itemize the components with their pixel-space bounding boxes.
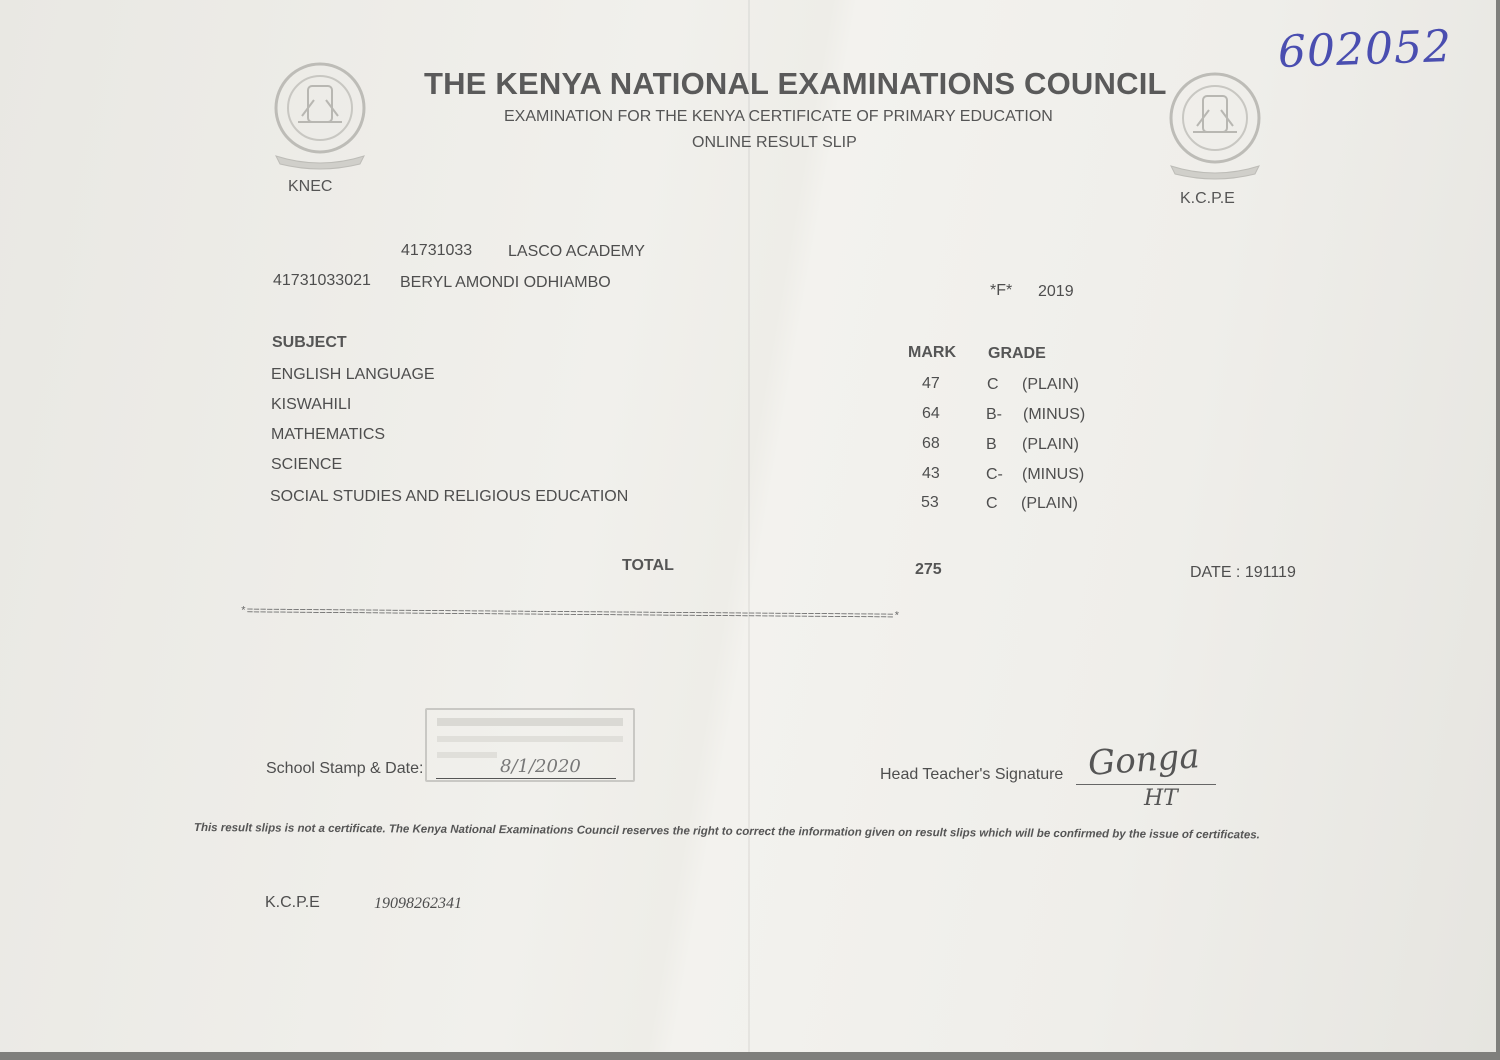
handwritten-reference: 602052 bbox=[1277, 20, 1453, 79]
subject-name: SOCIAL STUDIES AND RELIGIOUS EDUCATION bbox=[270, 488, 629, 505]
subject-grade: B bbox=[986, 436, 997, 453]
slip-type: ONLINE RESULT SLIP bbox=[692, 134, 857, 151]
stamp-date-line bbox=[436, 778, 616, 779]
subject-mark: 68 bbox=[922, 435, 940, 452]
school-code: 41731033 bbox=[401, 242, 473, 259]
kcpe-footer-label: K.C.P.E bbox=[265, 894, 320, 911]
grade-column-header: GRADE bbox=[988, 345, 1046, 362]
subject-grade: C- bbox=[986, 466, 1003, 483]
subject-grade-desc: (MINUS) bbox=[1023, 406, 1086, 423]
stamp-date: 8/1/2020 bbox=[500, 756, 581, 777]
subject-name: ENGLISH LANGUAGE bbox=[271, 366, 435, 383]
subject-mark: 53 bbox=[921, 494, 939, 511]
signature-line bbox=[1076, 784, 1216, 785]
knec-label: KNEC bbox=[288, 178, 333, 195]
subject-grade: B- bbox=[986, 406, 1002, 423]
subject-mark: 64 bbox=[922, 405, 940, 422]
subject-name: KISWAHILI bbox=[271, 396, 352, 413]
exam-year: 2019 bbox=[1038, 283, 1074, 300]
kcpe-label: K.C.P.E bbox=[1180, 190, 1235, 207]
separator-line: *==================================================================================================* bbox=[239, 606, 901, 624]
result-date: DATE : 191119 bbox=[1190, 564, 1296, 581]
candidate-gender: *F* bbox=[990, 282, 1013, 299]
candidate-name: BERYL AMONDI ODHIAMBO bbox=[400, 274, 611, 291]
school-stamp-label: School Stamp & Date: bbox=[266, 760, 424, 777]
subject-mark: 47 bbox=[922, 375, 940, 392]
subject-name: MATHEMATICS bbox=[271, 426, 386, 443]
index-number: 41731033021 bbox=[273, 272, 371, 289]
knec-seal-icon bbox=[268, 60, 372, 172]
paper-fold bbox=[748, 0, 750, 1052]
school-name: LASCO ACADEMY bbox=[508, 243, 645, 260]
subject-mark: 43 bbox=[922, 465, 940, 482]
disclaimer-note: This result slips is not a certificate. The Kenya National Examinations Council reserves the right to correct the information given on result slips which will be confirmed by the issue of certificates. bbox=[193, 822, 1260, 842]
subject-grade-desc: (PLAIN) bbox=[1022, 436, 1079, 453]
kcpe-seal-icon bbox=[1163, 70, 1267, 182]
subject-grade: C bbox=[987, 376, 999, 393]
mark-column-header: MARK bbox=[908, 344, 956, 361]
page-title: THE KENYA NATIONAL EXAMINATIONS COUNCIL bbox=[424, 66, 1167, 101]
kcpe-certificate-number: 19098262341 bbox=[374, 895, 462, 912]
subject-grade-desc: (MINUS) bbox=[1022, 466, 1085, 483]
total-mark: 275 bbox=[915, 561, 942, 578]
total-label: TOTAL bbox=[622, 557, 674, 574]
head-teacher-signature: Gonga bbox=[1086, 736, 1201, 784]
exam-subtitle: EXAMINATION FOR THE KENYA CERTIFICATE OF PRIMARY EDUCATION bbox=[504, 108, 1053, 125]
subject-grade-desc: (PLAIN) bbox=[1022, 376, 1079, 393]
subject-column-header: SUBJECT bbox=[272, 334, 347, 351]
signature-label: Head Teacher's Signature bbox=[880, 766, 1064, 783]
subject-grade-desc: (PLAIN) bbox=[1021, 495, 1078, 512]
subject-name: SCIENCE bbox=[271, 456, 343, 473]
subject-grade: C bbox=[986, 495, 998, 512]
signature-initials: HT bbox=[1144, 786, 1178, 811]
